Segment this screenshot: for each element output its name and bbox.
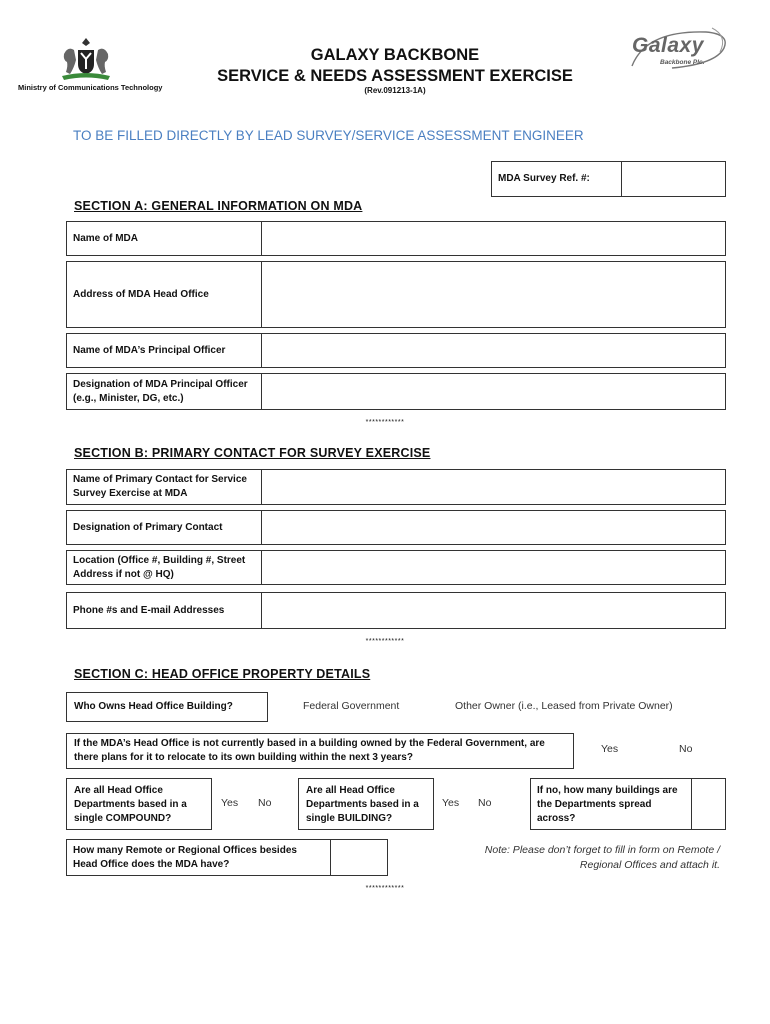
principal-designation-row	[66, 373, 726, 410]
mda-name-row	[66, 221, 726, 256]
principal-designation-label: Designation of MDA Principal Officer (e.g., Minister, DG, etc.)	[67, 374, 262, 409]
remote-offices-field[interactable]	[331, 840, 387, 875]
ministry-name: Ministry of Communications Technology	[18, 83, 163, 92]
separator: ************	[365, 419, 405, 426]
contact-designation-label: Designation of Primary Contact	[67, 511, 262, 544]
primary-contact-field[interactable]	[262, 470, 725, 504]
owner-question: Who Owns Head Office Building?	[66, 692, 268, 722]
separator: ************	[365, 638, 405, 645]
relocate-question: If the MDA’s Head Office is not currently based in a building owned by the Federal Government, are there plans for it to relocate to its own building within the next 3 years?	[66, 733, 574, 769]
galaxy-logo	[626, 26, 732, 74]
contact-phone-field[interactable]	[262, 593, 725, 628]
contact-location-label: Location (Office #, Building #, Street Address if not @ HQ)	[67, 551, 262, 584]
mda-address-field[interactable]	[262, 262, 725, 327]
contact-location-row	[66, 550, 726, 585]
building-no[interactable]: No	[478, 797, 492, 809]
buildings-count-label: If no, how many buildings are the Departments spread across?	[531, 779, 692, 829]
survey-ref-field[interactable]	[622, 162, 725, 196]
remote-offices-row	[66, 839, 388, 876]
owner-option-other[interactable]: Other Owner (i.e., Leased from Private Owner)	[455, 700, 673, 712]
section-b-heading: SECTION B: PRIMARY CONTACT FOR SURVEY EXERCISE	[74, 446, 431, 460]
owner-option-federal[interactable]: Federal Government	[303, 700, 400, 712]
mda-name-field[interactable]	[262, 222, 725, 255]
compound-question: Are all Head Office Departments based in a single COMPOUND?	[66, 778, 212, 830]
survey-ref-label: MDA Survey Ref. #:	[492, 162, 622, 196]
primary-contact-row	[66, 469, 726, 505]
principal-designation-field[interactable]	[262, 374, 725, 409]
form-title: GALAXY BACKBONE	[310, 46, 480, 64]
mda-address-label: Address of MDA Head Office	[67, 262, 262, 327]
contact-designation-row	[66, 510, 726, 545]
coat-of-arms-logo	[56, 36, 116, 82]
building-yes[interactable]: Yes	[442, 797, 460, 809]
principal-officer-row	[66, 333, 726, 368]
buildings-count-field[interactable]	[692, 779, 725, 829]
remote-offices-note: Note: Please don’t forget to fill in form on Remote / Regional Offices and attach it.	[484, 844, 720, 871]
contact-phone-label: Phone #s and E-mail Addresses	[67, 593, 262, 628]
contact-location-field[interactable]	[262, 551, 725, 584]
contact-phone-row	[66, 592, 726, 629]
relocate-yes[interactable]: Yes	[601, 743, 619, 755]
section-a-heading: SECTION A: GENERAL INFORMATION ON MDA	[74, 199, 363, 213]
building-question: Are all Head Office Departments based in a single BUILDING?	[298, 778, 434, 830]
compound-no[interactable]: No	[258, 797, 272, 809]
contact-designation-field[interactable]	[262, 511, 725, 544]
compound-yes[interactable]: Yes	[221, 797, 239, 809]
galaxy-logo-text: Galaxy	[632, 34, 704, 57]
survey-ref-row	[491, 161, 726, 197]
remote-offices-label: How many Remote or Regional Offices besides Head Office does the MDA have?	[67, 840, 331, 875]
revision-number: (Rev.091213-1A)	[364, 86, 426, 95]
form-subtitle: SERVICE & NEEDS ASSESSMENT EXERCISE	[217, 67, 573, 85]
galaxy-logo-subtext: Backbone Plc.	[660, 59, 705, 66]
primary-contact-label: Name of Primary Contact for Service Survey Exercise at MDA	[67, 470, 262, 504]
section-c-heading: SECTION C: HEAD OFFICE PROPERTY DETAILS	[74, 667, 371, 681]
mda-address-row	[66, 261, 726, 328]
buildings-count-row	[530, 778, 726, 830]
separator: ************	[365, 885, 405, 892]
mda-name-label: Name of MDA	[67, 222, 262, 255]
principal-officer-field[interactable]	[262, 334, 725, 367]
fill-instruction: TO BE FILLED DIRECTLY BY LEAD SURVEY/SERVICE ASSESSMENT ENGINEER	[73, 128, 584, 143]
relocate-no[interactable]: No	[679, 743, 693, 755]
principal-officer-label: Name of MDA’s Principal Officer	[67, 334, 262, 367]
